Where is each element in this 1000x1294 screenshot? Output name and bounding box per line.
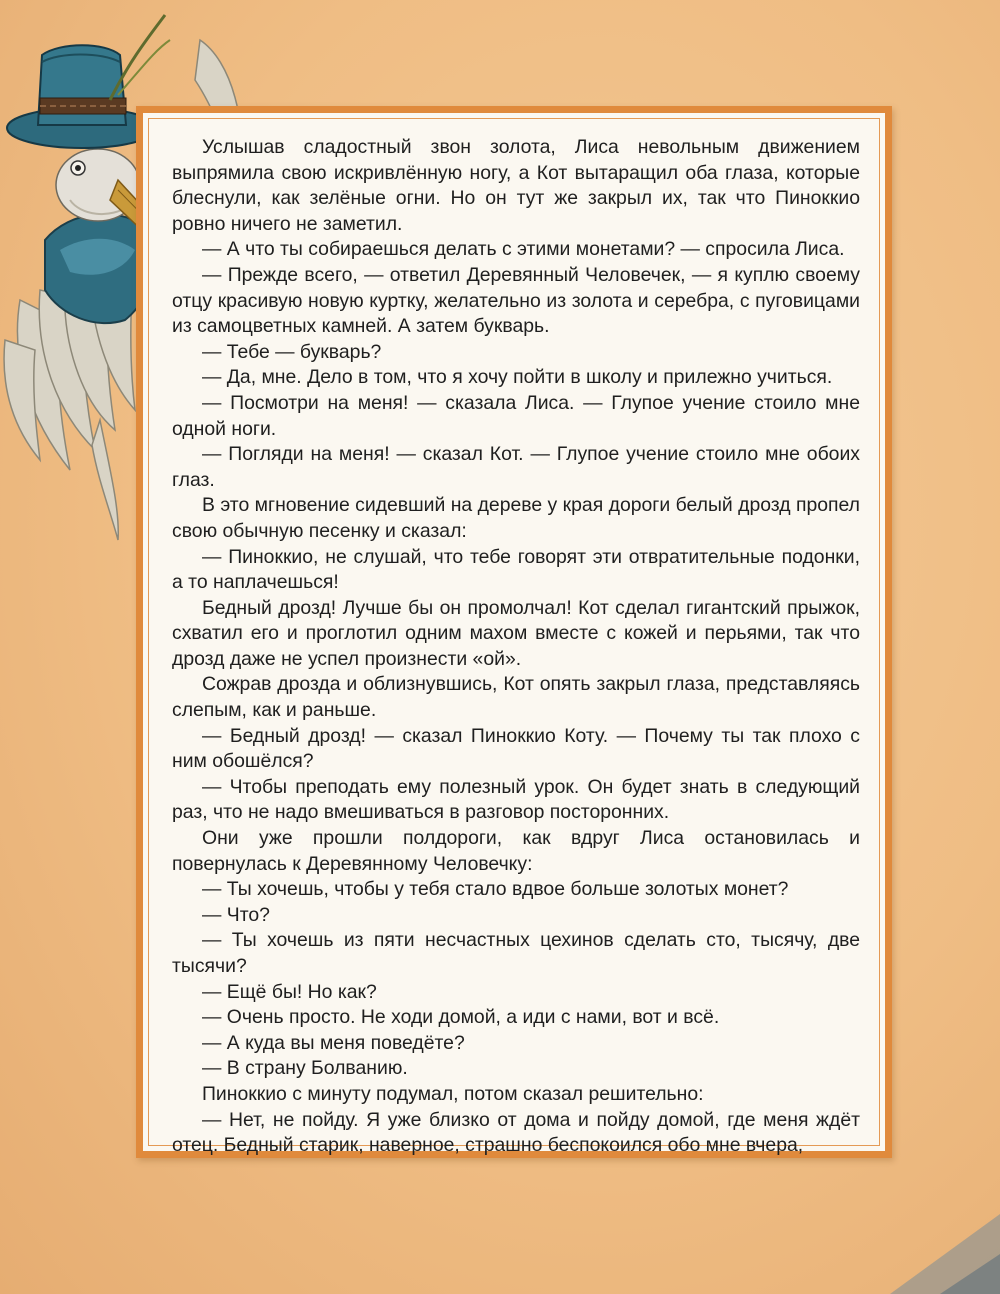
paragraph: Они уже прошли полдороги, как вдруг Лиса остановилась и повернулась к Деревянному Человечку: [172,827,860,875]
paragraph: — Бедный дрозд! — сказал Пиноккио Коту. — Почему ты так плохо с ним обошёлся? [172,724,860,773]
paragraph: — Погляди на меня! — сказал Кот. — Глупое учение стоило мне обоих глаз. [172,443,860,491]
paragraph: Услышав сладостный звон золота, Лиса невольным движением выпрямила свою искривлённую ногу, а Кот вытаращил оба глаза, которые блеснули, как зелёные огни. Но он тут же закрыл их, так что Пиноккио ровно ничего не заметил. [172,136,860,235]
text-frame [136,106,892,1158]
paragraph: — Да, мне. Дело в том, что я хочу пойти в школу и прилежно учиться. [202,366,833,389]
paragraph: — Прежде всего, — ответил Деревянный Человечек, — я куплю своему отцу красивую новую куртку, желательно из золота и серебра, с пуговицами из самоцветных камней. А затем букварь. [172,263,860,338]
paragraph: — А что ты собираешься делать с этими монетами? — спросила Лиса. [202,238,845,261]
paragraph: — Что? [202,903,270,926]
paragraph: Сожрав дрозда и облизнувшись, Кот опять закрыл глаза, представляясь слепым, как и раньше. [172,673,860,722]
paragraph: Пиноккио с минуту подумал, потом сказал решительно: [202,1082,704,1105]
paragraph: — Очень просто. Не ходи домой, а иди с нами, вот и всё. [202,1006,720,1029]
paragraph: — Посмотри на меня! — сказала Лиса. — Глупое учение стоило мне одной ноги. [172,391,860,440]
paragraph: — Ещё бы! Но как? [202,980,377,1003]
paragraph: — Нет, не пойду. Я уже близко от дома и пойду домой, где меня ждёт отец. Бедный старик, наверное, страшно беспокоился обо мне вчера, [172,1108,860,1157]
paragraph: — Ты хочешь, чтобы у тебя стало вдвое больше золотых монет? [202,878,789,901]
paragraph: — А куда вы меня поведёте? [202,1031,465,1054]
paragraph: — Ты хочешь из пяти несчастных цехинов сделать сто, тысячу, две тысячи? [172,929,860,977]
paragraph: — Чтобы преподать ему полезный урок. Он будет знать в следующий раз, что не надо вмешиваться в разговор посторонних. [172,775,860,824]
paragraph: — В страну Болванию. [202,1057,408,1080]
paragraph: — Пиноккио, не слушай, что тебе говорят эти отвратительные подонки, а то наплачешься! [172,545,860,594]
paragraph: В это мгновение сидевший на дереве у края дороги белый дрозд пропел свою обычную песенку и сказал: [172,494,860,542]
corner-shadow-decoration [740,1154,1000,1294]
story-text [172,135,860,1159]
paragraph: Бедный дрозд! Лучше бы он промолчал! Кот сделал гигантский прыжок, схватил его и проглотил одним махом вместе с кожей и перьями, так что дрозд даже не успел произнести «ой». [172,596,860,670]
paragraph: — Тебе — букварь? [202,340,382,363]
